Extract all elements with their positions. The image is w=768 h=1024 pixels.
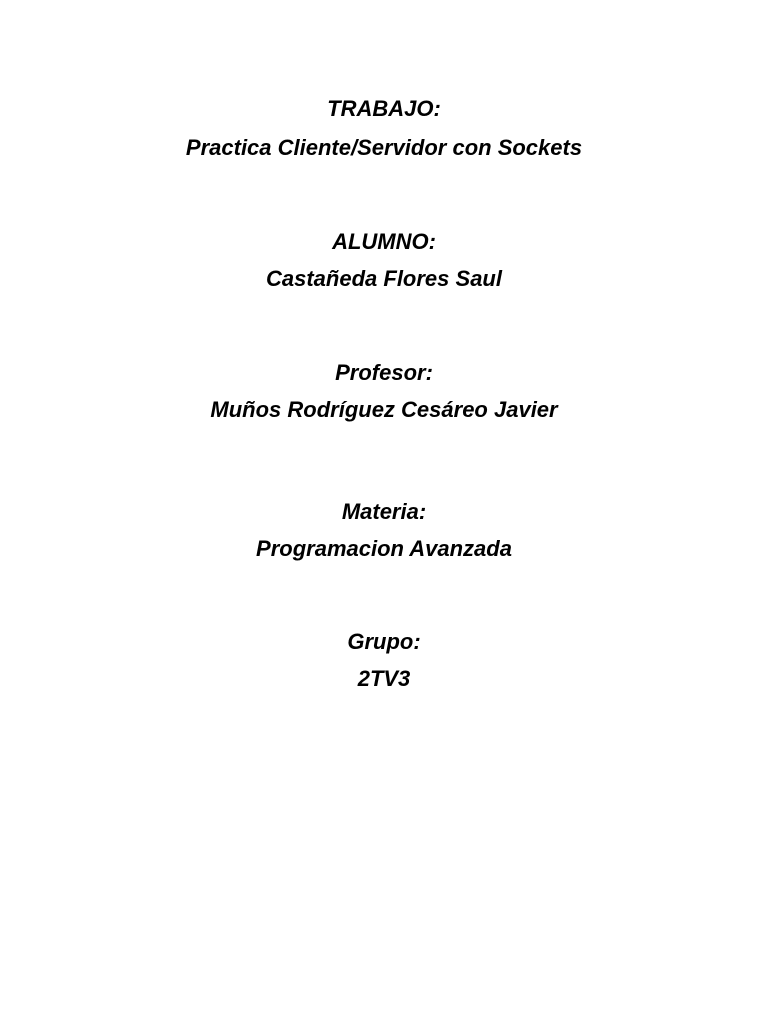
alumno-value: Castañeda Flores Saul bbox=[266, 266, 502, 291]
profesor-value: Muños Rodríguez Cesáreo Javier bbox=[210, 397, 558, 422]
materia-label: Materia: bbox=[341, 499, 427, 524]
materia-value: Programacion Avanzada bbox=[256, 536, 512, 561]
grupo-value: 2TV3 bbox=[357, 666, 411, 691]
trabajo-label: TRABAJO: bbox=[327, 96, 441, 121]
trabajo-value: Practica Cliente/Servidor con Sockets bbox=[185, 135, 583, 160]
alumno-label: ALUMNO: bbox=[332, 229, 436, 254]
profesor-label: Profesor: bbox=[335, 360, 433, 385]
grupo-label: Grupo: bbox=[347, 629, 421, 654]
